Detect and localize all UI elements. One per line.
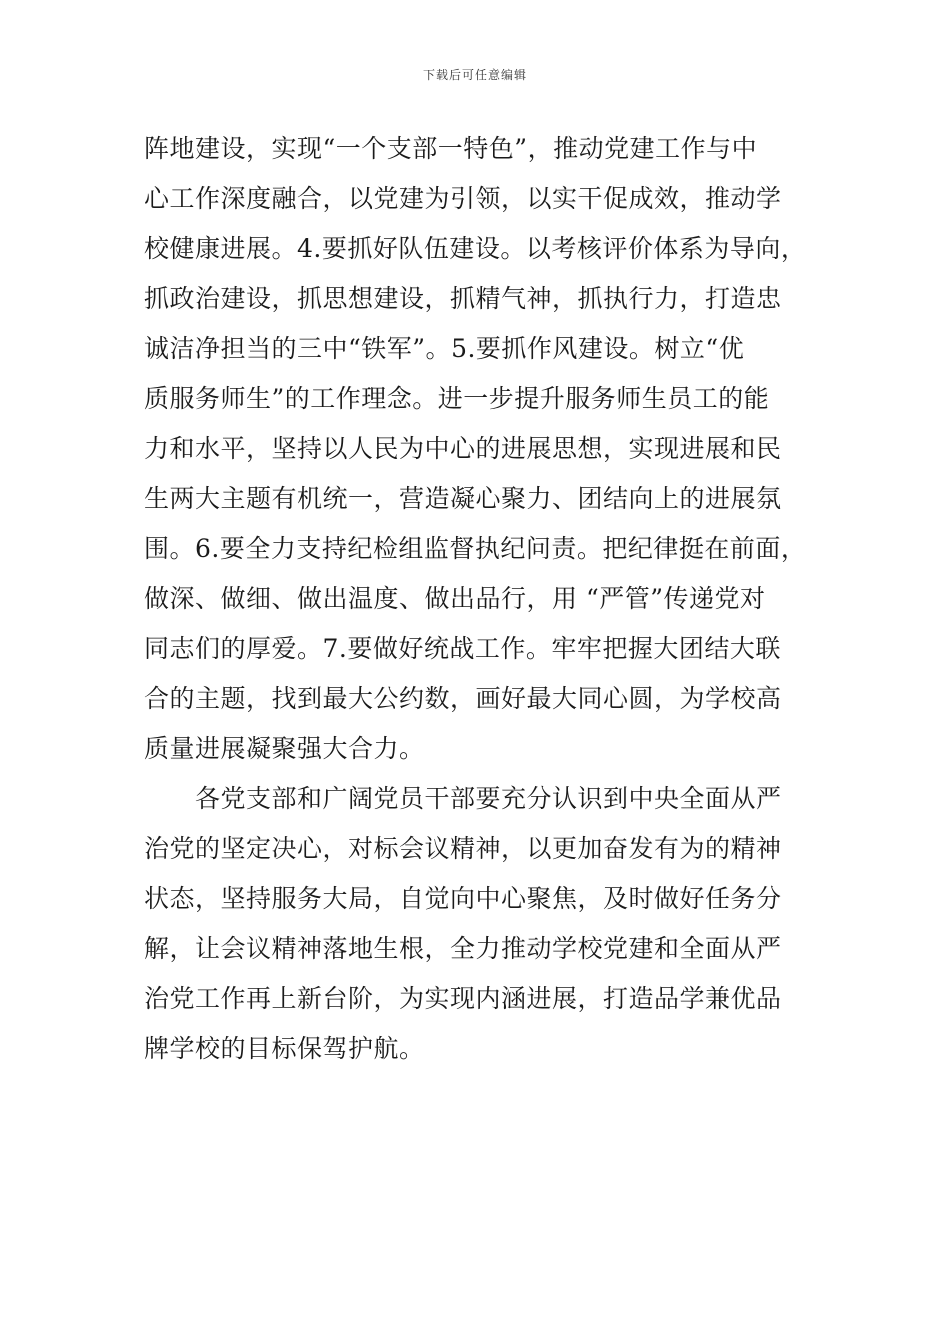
text-line: 同志们的厚爱。7.要做好统战工作。牢牢把握大团结大联 <box>144 634 781 663</box>
text-line: 治党工作再上新台阶，为实现内涵进展，打造品学兼优品 <box>144 984 782 1013</box>
text-line: 抓政治建设，抓思想建设，抓精气神，抓执行力，打造忠 <box>144 284 782 313</box>
text-line: 解，让会议精神落地生根，全力推动学校党建和全面从严 <box>144 934 782 963</box>
text-line: 做深、做细、做出温度、做出品行，用 “严管”传递党对 <box>144 584 766 613</box>
text-line: 状态，坚持服务大局，自觉向中心聚焦，及时做好任务分 <box>144 884 782 913</box>
text-line: 校健康进展。4.要抓好队伍建设。以考核评价体系为导向， <box>144 234 807 263</box>
text-line: 力和水平，坚持以人民为中心的进展思想，实现进展和民 <box>144 434 782 463</box>
text-line: 各党支部和广阔党员干部要充分认识到中央全面从严 <box>144 784 782 813</box>
text-line: 质量进展凝聚强大合力。 <box>144 734 425 763</box>
text-line: 合的主题，找到最大公约数，画好最大同心圆，为学校高 <box>144 684 782 713</box>
text-line: 围。6.要全力支持纪检组监督执纪问责。把纪律挺在前面， <box>144 534 807 563</box>
text-line: 心工作深度融合，以党建为引领，以实干促成效，推动学 <box>144 184 782 213</box>
text-line: 诚洁净担当的三中“铁军”。5.要抓作风建设。树立“优 <box>144 334 745 363</box>
page-header: 下载后可任意编辑 <box>422 68 527 82</box>
text-line: 治党的坚定决心，对标会议精神，以更加奋发有为的精神 <box>144 834 782 863</box>
document-body <box>144 124 824 1074</box>
text-line: 牌学校的目标保驾护航。 <box>144 1034 425 1063</box>
text-line: 阵地建设，实现“一个支部一特色”，推动党建工作与中 <box>144 134 758 163</box>
text-line: 质服务师生”的工作理念。进一步提升服务师生员工的能 <box>144 384 770 413</box>
text-line: 生两大主题有机统一，营造凝心聚力、团结向上的进展氛 <box>144 484 782 513</box>
